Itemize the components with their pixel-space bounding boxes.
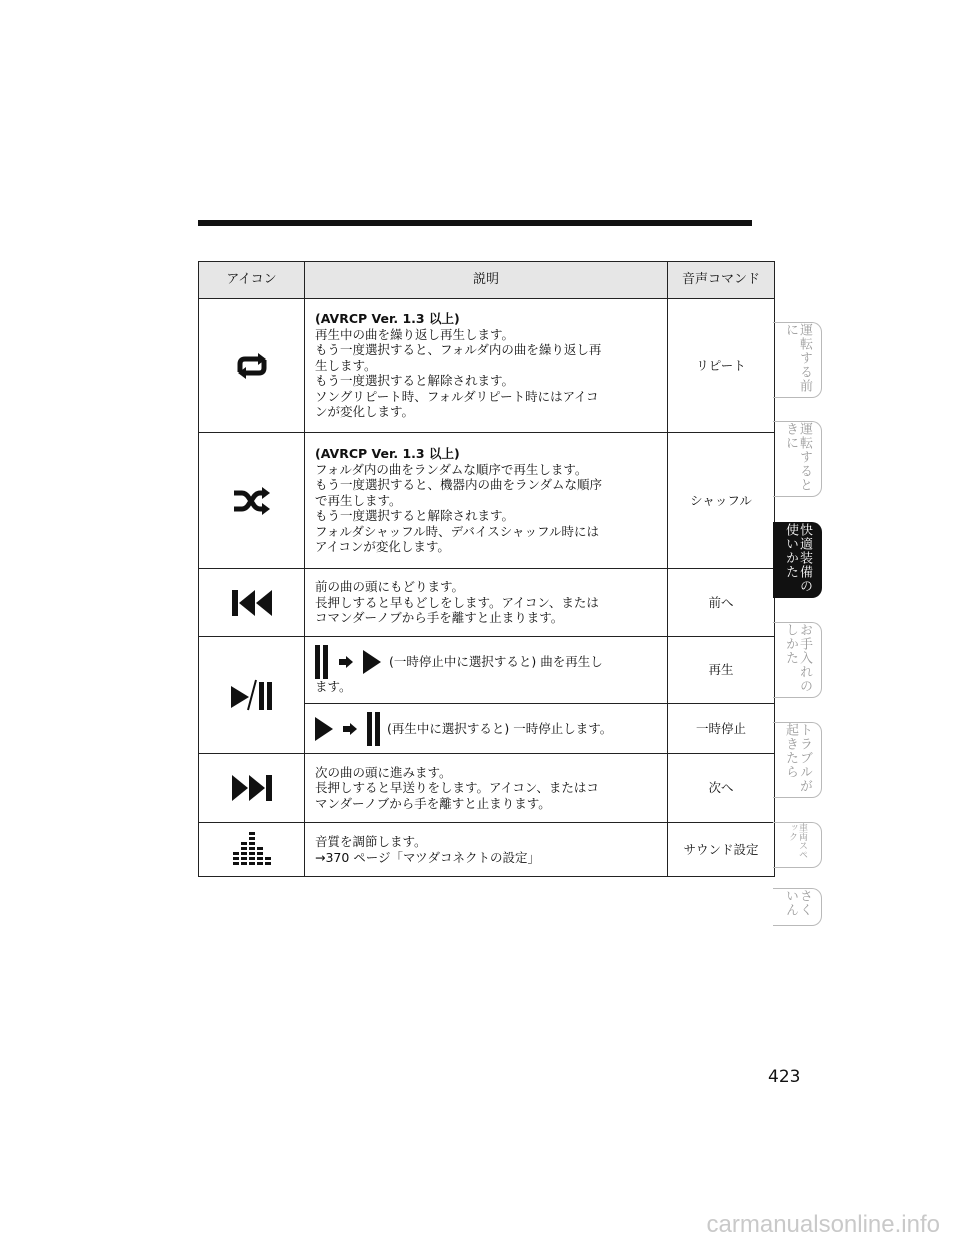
table-header-row bbox=[199, 262, 775, 299]
table-row-sound bbox=[199, 823, 775, 877]
description-line: フォルダ内の曲をランダムな順序で再生します。 bbox=[315, 461, 588, 477]
tab-maintenance[interactable]: お手入れのしかた bbox=[773, 622, 822, 698]
description-line: もう一度選択すると、機器内の曲をランダムな順序 bbox=[315, 477, 603, 493]
previous-track-icon bbox=[231, 589, 273, 617]
description-line: アイコンが変化します。 bbox=[315, 539, 450, 555]
table-row-next bbox=[199, 754, 775, 823]
pause-description: (再生中に選択すると) 一時停止します。 bbox=[387, 720, 613, 736]
row-heading: (AVRCP Ver. 1.3 以上) bbox=[315, 310, 460, 326]
repeat-icon bbox=[232, 352, 272, 380]
play-icon bbox=[363, 650, 381, 674]
table-row-play bbox=[199, 637, 775, 704]
shuffle-icon bbox=[232, 486, 272, 516]
description-line: 長押しすると早もどしをします。アイコン、または bbox=[315, 594, 599, 610]
sound-settings-icon bbox=[232, 832, 272, 868]
description-line: 次の曲の頭に進みます。 bbox=[315, 764, 452, 780]
play-description: (一時停止中に選択すると) 曲を再生し bbox=[389, 654, 603, 670]
arrow-right-icon bbox=[339, 656, 353, 668]
row-heading: (AVRCP Ver. 1.3 以上) bbox=[315, 445, 460, 461]
description-line: 長押しすると早送りをします。アイコン、またはコ bbox=[315, 780, 599, 796]
play-pause-icon bbox=[229, 678, 275, 712]
description-line: 音質を調節します。 bbox=[315, 833, 427, 849]
page-number: 423 bbox=[768, 1067, 801, 1087]
tab-troubleshooting[interactable]: トラブルが起きたら bbox=[773, 722, 822, 798]
description-line: ンが変化します。 bbox=[315, 404, 415, 420]
table-row-previous bbox=[199, 569, 775, 637]
header-icon: アイコン bbox=[199, 262, 305, 299]
description-line: 再生中の曲を繰り返し再生します。 bbox=[315, 326, 515, 342]
tab-specifications[interactable]: 車両スペック bbox=[773, 822, 822, 868]
description-line: もう一度選択すると解除されます。 bbox=[315, 373, 515, 389]
function-table bbox=[198, 261, 775, 877]
page-reference-link[interactable]: →370 ページ「マツダコネクトの設定」 bbox=[315, 849, 541, 865]
play-icon bbox=[315, 717, 333, 741]
header-voice-command: 音声コマンド bbox=[668, 262, 775, 299]
tab-comfort-features[interactable]: 快適装備の使いかた bbox=[773, 522, 822, 598]
description-line: 前の曲の頭にもどります。 bbox=[315, 579, 465, 595]
pause-icon bbox=[367, 712, 381, 746]
description-line: マンダーノブから手を離すと止まります。 bbox=[315, 795, 551, 811]
voice-command: リピート bbox=[668, 299, 775, 433]
table-row-repeat bbox=[199, 299, 775, 433]
voice-command: サウンド設定 bbox=[668, 823, 775, 877]
header-rule bbox=[198, 220, 752, 226]
voice-command: 一時停止 bbox=[668, 704, 775, 754]
table-row-shuffle bbox=[199, 433, 775, 569]
description-line: もう一度選択すると、フォルダ内の曲を繰り返し再 bbox=[315, 342, 602, 358]
arrow-right-icon bbox=[343, 723, 357, 735]
watermark: carmanualsonline.info bbox=[706, 1211, 940, 1238]
description-line: もう一度選択すると解除されます。 bbox=[315, 508, 515, 524]
play-description-cont: ます。 bbox=[315, 679, 352, 695]
description-line: フォルダシャッフル時、デバイスシャッフル時には bbox=[315, 523, 600, 539]
next-track-icon bbox=[231, 774, 273, 802]
tab-before-driving[interactable]: 運転する前に bbox=[773, 322, 822, 398]
voice-command: シャッフル bbox=[668, 433, 775, 569]
pause-icon bbox=[315, 645, 329, 679]
voice-command: 前へ bbox=[668, 569, 775, 637]
description-line: ソングリピート時、フォルダリピート時にはアイコ bbox=[315, 388, 599, 404]
description-line: で再生します。 bbox=[315, 492, 402, 508]
voice-command: 再生 bbox=[668, 637, 775, 704]
description-line: コマンダーノブから手を離すと止まります。 bbox=[315, 610, 564, 626]
description-line: 生します。 bbox=[315, 357, 377, 373]
tab-index[interactable]: さくいん bbox=[773, 888, 822, 926]
tab-while-driving[interactable]: 運転するときに bbox=[773, 421, 822, 497]
voice-command: 次へ bbox=[668, 754, 775, 823]
header-description: 説明 bbox=[305, 262, 668, 299]
